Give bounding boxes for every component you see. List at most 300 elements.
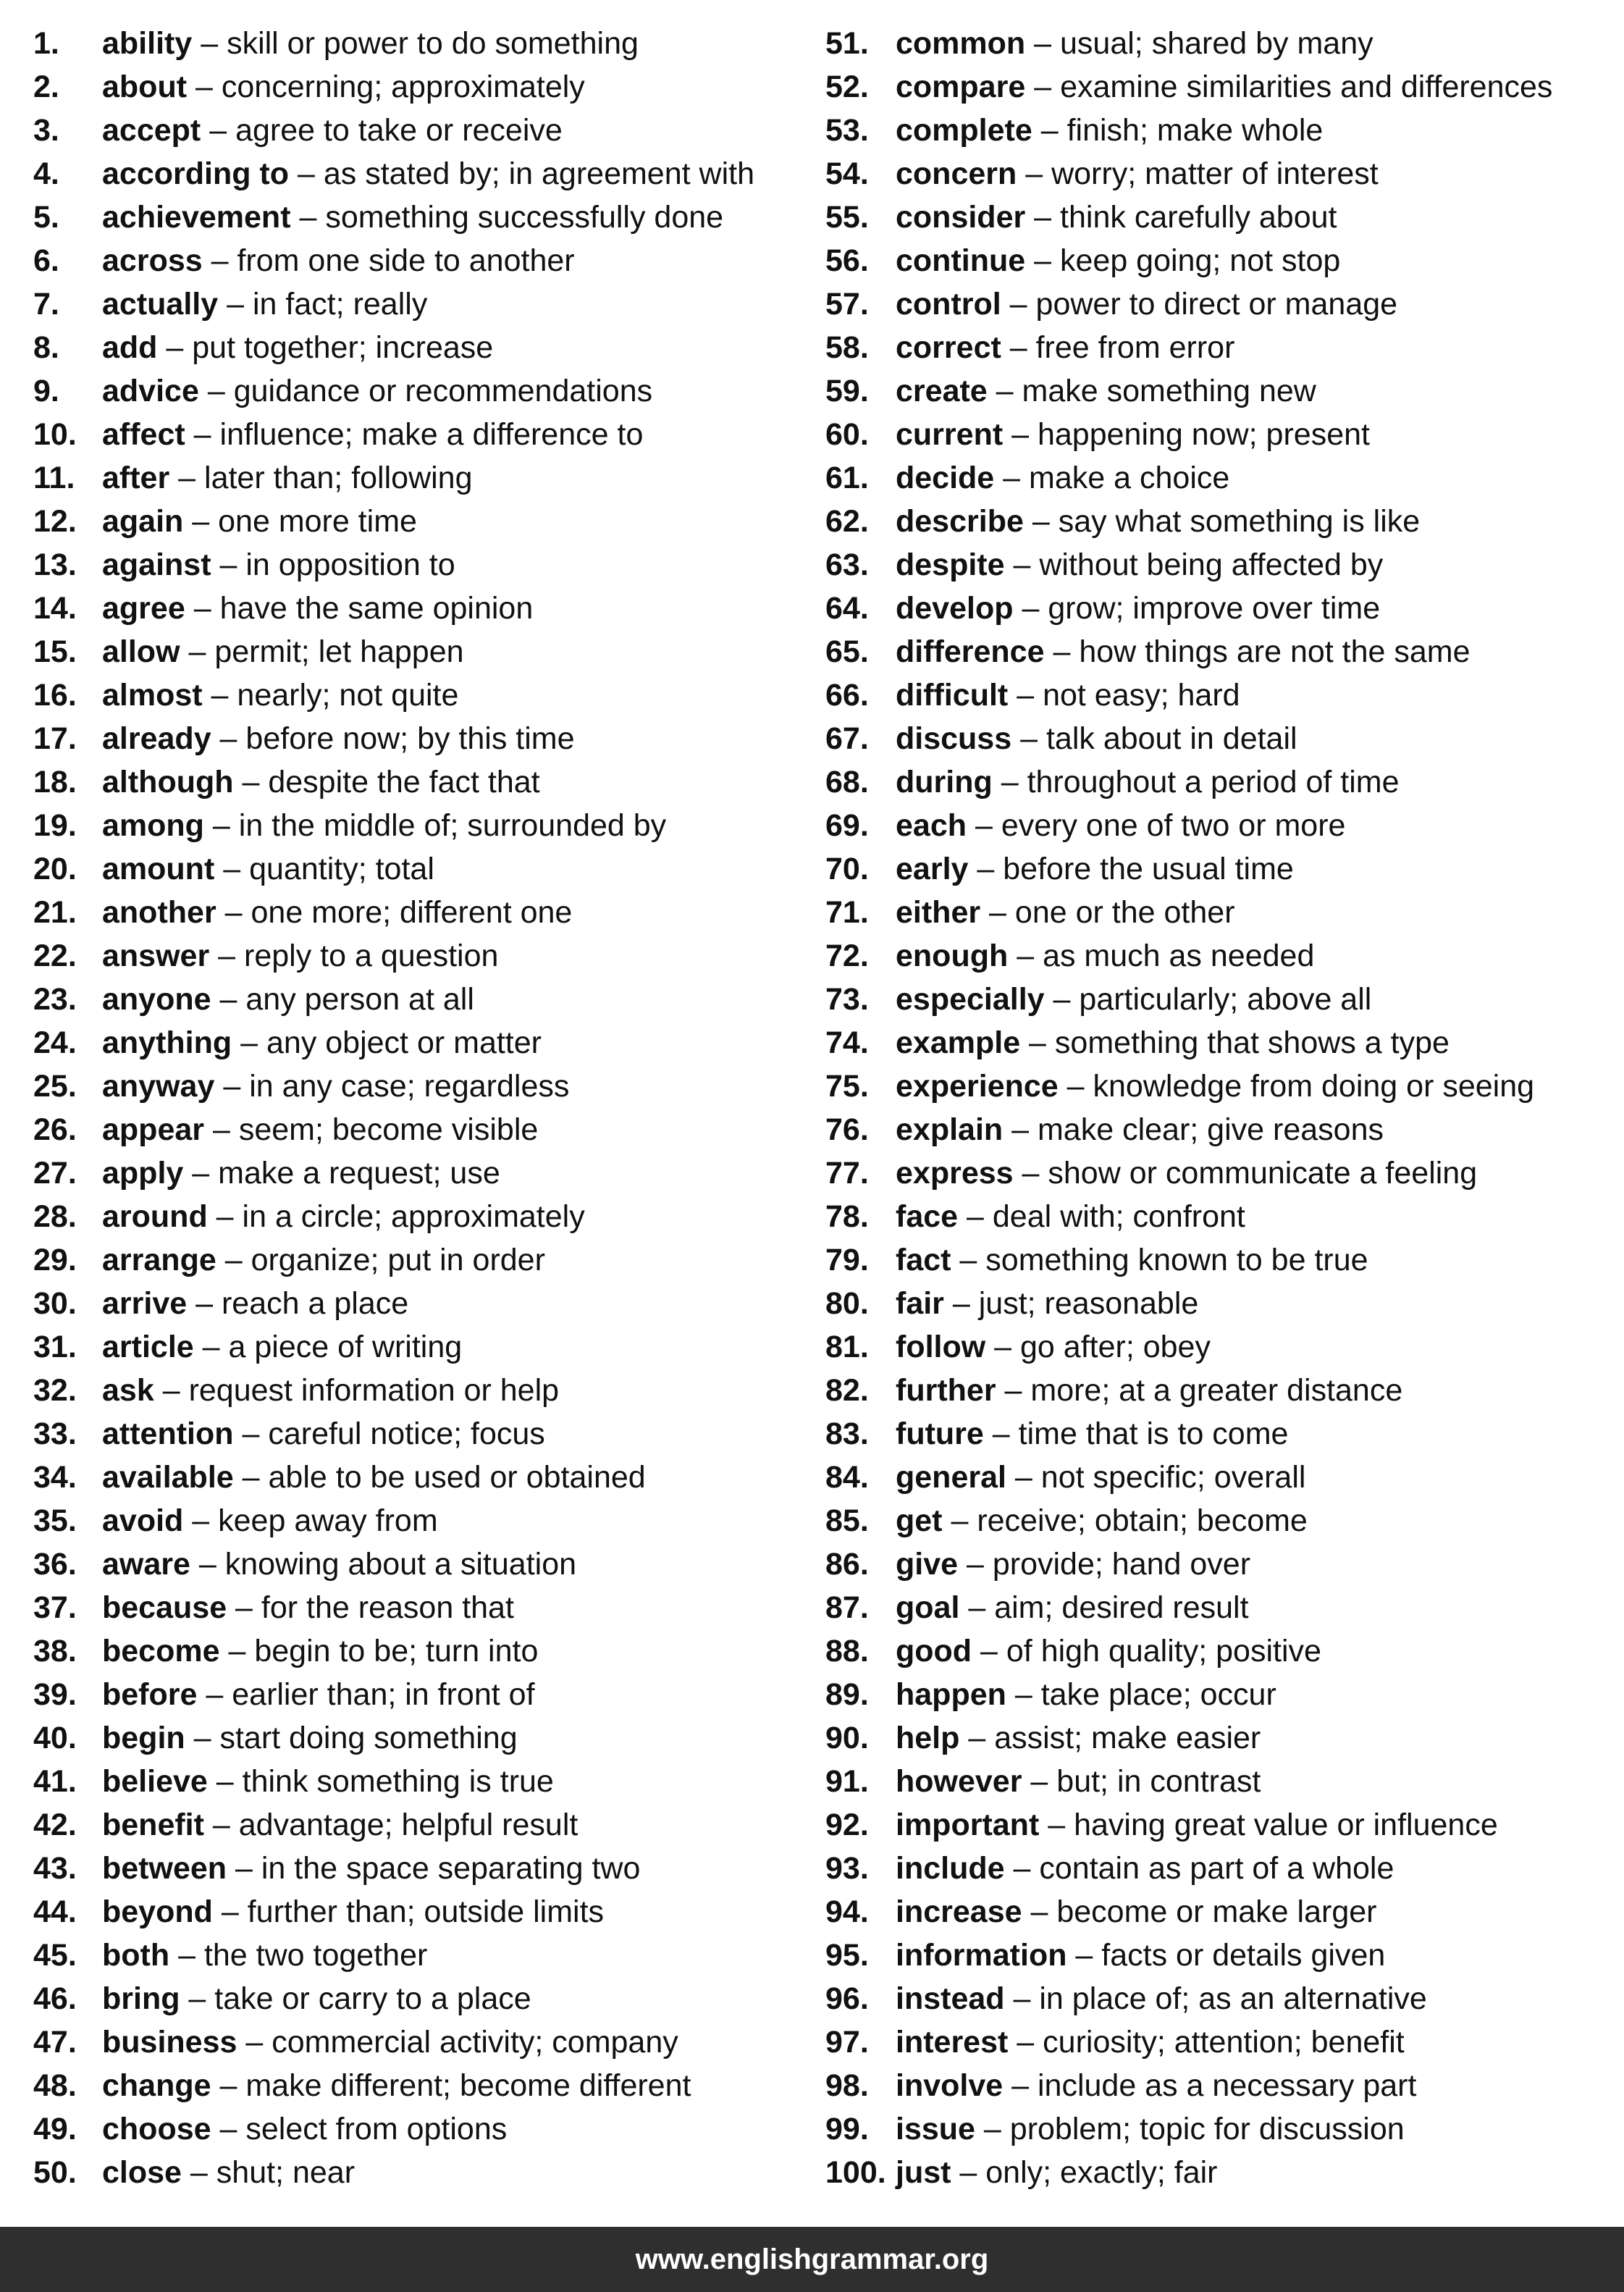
entry-number: 89. bbox=[825, 1677, 869, 1712]
entry-separator: – bbox=[203, 808, 239, 843]
entry-definition: a piece of writing bbox=[228, 1330, 463, 1364]
entry-text bbox=[896, 2151, 1218, 2194]
entry-definition: for the reason that bbox=[261, 1590, 514, 1625]
entry-number: 56. bbox=[825, 243, 869, 278]
entry-number: 3. bbox=[33, 113, 59, 148]
entry-text bbox=[102, 760, 540, 804]
entry-definition: make a choice bbox=[1029, 461, 1230, 495]
entry-definition: organize; put in order bbox=[251, 1243, 545, 1277]
entry-number: 96. bbox=[825, 1981, 869, 2016]
word-entry bbox=[33, 804, 808, 847]
entry-word: arrange bbox=[102, 1243, 216, 1277]
entry-text bbox=[896, 934, 1314, 978]
entry-word: early bbox=[896, 852, 969, 886]
entry-word: another bbox=[102, 895, 216, 930]
entry-text bbox=[896, 1586, 1249, 1629]
entry-word: avoid bbox=[102, 1503, 184, 1538]
entry-definition: something successfully done bbox=[325, 200, 724, 235]
entry-text bbox=[102, 1890, 604, 1934]
word-entry bbox=[33, 1021, 808, 1065]
word-entry bbox=[825, 673, 1615, 717]
entry-separator: – bbox=[1039, 1808, 1074, 1842]
entry-text bbox=[896, 1542, 1250, 1586]
entry-definition: finish; make whole bbox=[1066, 113, 1324, 148]
word-entry bbox=[825, 65, 1615, 109]
entry-text bbox=[896, 891, 1235, 934]
word-entry bbox=[33, 109, 808, 152]
entry-word: future bbox=[896, 1416, 984, 1451]
entry-word: business bbox=[102, 2025, 237, 2060]
entry-text bbox=[896, 1325, 1211, 1369]
entry-number: 69. bbox=[825, 808, 869, 843]
entry-definition: before the usual time bbox=[1003, 852, 1294, 886]
word-entry bbox=[825, 22, 1615, 65]
entry-text bbox=[896, 1195, 1245, 1238]
entry-word: complete bbox=[896, 113, 1032, 148]
entry-number: 5. bbox=[33, 200, 59, 235]
entry-word: include bbox=[896, 1851, 1005, 1886]
entry-separator: – bbox=[1004, 1981, 1040, 2016]
entry-word: either bbox=[896, 895, 981, 930]
entry-definition: of high quality; positive bbox=[1006, 1634, 1321, 1668]
entry-separator: – bbox=[227, 1851, 261, 1886]
entry-number: 66. bbox=[825, 678, 869, 713]
word-entry bbox=[825, 109, 1615, 152]
entry-word: because bbox=[102, 1590, 227, 1625]
entry-definition: only; exactly; fair bbox=[985, 2155, 1218, 2190]
entry-separator: – bbox=[157, 330, 193, 365]
entry-separator: – bbox=[202, 243, 237, 278]
entry-definition: free from error bbox=[1035, 330, 1235, 365]
entry-separator: – bbox=[943, 1286, 979, 1321]
entry-separator: – bbox=[1008, 939, 1043, 973]
entry-text bbox=[896, 65, 1552, 109]
entry-separator: – bbox=[1011, 721, 1046, 756]
entry-word: before bbox=[102, 1677, 198, 1712]
word-entry bbox=[825, 543, 1615, 587]
entry-text bbox=[102, 847, 434, 891]
entry-word: according to bbox=[102, 156, 290, 191]
word-entry bbox=[825, 1934, 1615, 1977]
entry-word: interest bbox=[896, 2025, 1009, 2060]
entry-separator: – bbox=[169, 461, 205, 495]
entry-number: 60. bbox=[825, 417, 869, 452]
entry-separator: – bbox=[968, 852, 1004, 886]
word-list-left-column bbox=[33, 22, 808, 2194]
entry-separator: – bbox=[1004, 1851, 1040, 1886]
entry-number: 57. bbox=[825, 287, 869, 322]
entry-word: despite bbox=[896, 547, 1005, 582]
entry-text bbox=[896, 717, 1297, 760]
entry-separator: – bbox=[1044, 634, 1080, 669]
entry-separator: – bbox=[169, 1938, 204, 1973]
entry-definition: careful notice; focus bbox=[268, 1416, 545, 1451]
entry-text bbox=[102, 2064, 691, 2107]
entry-number: 68. bbox=[825, 765, 869, 799]
entry-word: current bbox=[896, 417, 1004, 452]
entry-separator: – bbox=[209, 939, 245, 973]
word-entry bbox=[33, 1629, 808, 1673]
word-entry bbox=[33, 500, 808, 543]
entry-number: 45. bbox=[33, 1938, 77, 1973]
entry-definition: concerning; approximately bbox=[221, 70, 585, 104]
entry-separator: – bbox=[1013, 591, 1048, 626]
entry-text bbox=[896, 1151, 1477, 1195]
entry-number: 42. bbox=[33, 1808, 77, 1842]
entry-definition: agree to take or receive bbox=[235, 113, 563, 148]
entry-word: increase bbox=[896, 1894, 1022, 1929]
entry-definition: how things are not the same bbox=[1079, 634, 1471, 669]
entry-separator: – bbox=[1020, 1025, 1055, 1060]
entry-definition: go after; obey bbox=[1020, 1330, 1211, 1364]
entry-separator: – bbox=[233, 1416, 269, 1451]
entry-text bbox=[896, 1847, 1394, 1890]
entry-separator: – bbox=[204, 1112, 239, 1147]
word-entry bbox=[33, 1456, 808, 1499]
entry-text bbox=[896, 630, 1471, 673]
entry-number: 12. bbox=[33, 504, 77, 539]
entry-separator: – bbox=[1003, 417, 1038, 452]
word-entry bbox=[33, 1542, 808, 1586]
entry-definition: skill or power to do something bbox=[227, 26, 639, 61]
word-entry bbox=[33, 1673, 808, 1716]
entry-separator: – bbox=[289, 156, 324, 191]
entry-number: 79. bbox=[825, 1243, 869, 1277]
word-entry bbox=[33, 65, 808, 109]
entry-definition: nearly; not quite bbox=[237, 678, 459, 713]
entry-definition: problem; topic for discussion bbox=[1009, 2112, 1405, 2146]
entry-number: 37. bbox=[33, 1590, 77, 1625]
entry-text bbox=[896, 500, 1420, 543]
entry-number: 83. bbox=[825, 1416, 869, 1451]
entry-word: consider bbox=[896, 200, 1026, 235]
entry-definition: show or communicate a feeling bbox=[1048, 1156, 1478, 1191]
entry-definition: not easy; hard bbox=[1043, 678, 1240, 713]
entry-word: choose bbox=[102, 2112, 211, 2146]
entry-separator: – bbox=[227, 1590, 261, 1625]
entry-separator: – bbox=[975, 2112, 1010, 2146]
word-entry bbox=[33, 369, 808, 413]
entry-word: around bbox=[102, 1199, 208, 1234]
entry-word: actually bbox=[102, 287, 219, 322]
word-entry bbox=[825, 717, 1615, 760]
entry-text bbox=[896, 1369, 1402, 1412]
word-entry bbox=[33, 1890, 808, 1934]
entry-number: 73. bbox=[825, 982, 869, 1017]
entry-text bbox=[896, 1456, 1305, 1499]
word-entry bbox=[33, 2064, 808, 2107]
entry-definition: throughout a period of time bbox=[1027, 765, 1400, 799]
word-entry bbox=[825, 1456, 1615, 1499]
word-entry bbox=[33, 1325, 808, 1369]
entry-number: 52. bbox=[825, 70, 869, 104]
word-entry bbox=[825, 847, 1615, 891]
entry-text bbox=[896, 1629, 1321, 1673]
entry-text bbox=[896, 22, 1373, 65]
entry-text bbox=[896, 239, 1340, 282]
entry-definition: grow; improve over time bbox=[1048, 591, 1381, 626]
word-entry bbox=[825, 1412, 1615, 1456]
entry-separator: – bbox=[197, 1677, 232, 1712]
entry-text bbox=[896, 804, 1345, 847]
entry-text bbox=[102, 630, 464, 673]
entry-number: 26. bbox=[33, 1112, 77, 1147]
entry-text bbox=[896, 282, 1397, 326]
entry-separator: – bbox=[202, 678, 237, 713]
entry-text bbox=[896, 456, 1229, 500]
entry-word: almost bbox=[102, 678, 203, 713]
entry-separator: – bbox=[942, 1503, 977, 1538]
word-entry bbox=[33, 1586, 808, 1629]
entry-text bbox=[102, 2151, 355, 2194]
entry-word: among bbox=[102, 808, 204, 843]
entry-word: arrive bbox=[102, 1286, 188, 1321]
entry-text bbox=[102, 1325, 462, 1369]
entry-number: 71. bbox=[825, 895, 869, 930]
entry-number: 58. bbox=[825, 330, 869, 365]
word-entry bbox=[33, 1369, 808, 1412]
entry-text bbox=[102, 1369, 559, 1412]
entry-number: 43. bbox=[33, 1851, 77, 1886]
entry-number: 87. bbox=[825, 1590, 869, 1625]
entry-separator: – bbox=[290, 200, 326, 235]
entry-definition: in any case; regardless bbox=[249, 1069, 570, 1104]
entry-number: 61. bbox=[825, 461, 869, 495]
entry-number: 50. bbox=[33, 2155, 77, 2190]
word-entry bbox=[33, 587, 808, 630]
entry-word: example bbox=[896, 1025, 1021, 1060]
entry-word: although bbox=[102, 765, 234, 799]
word-entry bbox=[33, 847, 808, 891]
entry-number: 19. bbox=[33, 808, 77, 843]
entry-definition: just; reasonable bbox=[978, 1286, 1199, 1321]
entry-word: achievement bbox=[102, 200, 291, 235]
entry-definition: having great value or influence bbox=[1074, 1808, 1498, 1842]
entry-word: information bbox=[896, 1938, 1067, 1973]
entry-definition: contain as part of a whole bbox=[1039, 1851, 1394, 1886]
entry-word: advice bbox=[102, 374, 199, 408]
entry-word: express bbox=[896, 1156, 1014, 1191]
entry-text bbox=[896, 2064, 1416, 2107]
entry-word: after bbox=[102, 461, 170, 495]
entry-definition: keep away from bbox=[218, 1503, 438, 1538]
entry-word: discuss bbox=[896, 721, 1012, 756]
entry-word: apply bbox=[102, 1156, 184, 1191]
entry-number: 18. bbox=[33, 765, 77, 799]
entry-definition: from one side to another bbox=[237, 243, 575, 278]
entry-text bbox=[102, 717, 575, 760]
entry-text bbox=[102, 1934, 427, 1977]
entry-separator: – bbox=[203, 1808, 239, 1842]
entry-definition: one more; different one bbox=[251, 895, 573, 930]
entry-separator: – bbox=[214, 852, 250, 886]
entry-definition: put together; increase bbox=[192, 330, 494, 365]
entry-text bbox=[102, 239, 575, 282]
entry-text bbox=[102, 109, 563, 152]
entry-text bbox=[896, 152, 1379, 196]
entry-separator: – bbox=[1025, 26, 1060, 61]
word-entry bbox=[825, 1195, 1615, 1238]
entry-word: experience bbox=[896, 1069, 1059, 1104]
entry-text bbox=[896, 1065, 1534, 1108]
entry-number: 59. bbox=[825, 374, 869, 408]
entry-separator: – bbox=[1066, 1938, 1102, 1973]
entry-number: 30. bbox=[33, 1286, 77, 1321]
entry-separator: – bbox=[183, 1156, 219, 1191]
entry-definition: any object or matter bbox=[266, 1025, 542, 1060]
entry-separator: – bbox=[1022, 1764, 1057, 1799]
entry-definition: say what something is like bbox=[1058, 504, 1421, 539]
entry-text bbox=[896, 1673, 1276, 1716]
entry-word: aware bbox=[102, 1547, 190, 1582]
entry-separator: – bbox=[201, 113, 236, 148]
entry-definition: talk about in detail bbox=[1045, 721, 1297, 756]
word-entry bbox=[33, 1977, 808, 2020]
word-entry bbox=[33, 456, 808, 500]
entry-text bbox=[102, 326, 493, 369]
entry-word: anyway bbox=[102, 1069, 215, 1104]
entry-number: 40. bbox=[33, 1721, 77, 1755]
word-entry bbox=[33, 1108, 808, 1151]
footer-bar bbox=[0, 2227, 1624, 2292]
word-entry bbox=[825, 1586, 1615, 1629]
word-entry bbox=[33, 1151, 808, 1195]
entry-text bbox=[896, 1977, 1427, 2020]
entry-definition: in opposition to bbox=[245, 547, 455, 582]
entry-text bbox=[102, 2107, 507, 2151]
entry-separator: – bbox=[183, 504, 219, 539]
entry-word: against bbox=[102, 547, 211, 582]
word-entry bbox=[825, 500, 1615, 543]
word-entry bbox=[33, 1934, 808, 1977]
entry-number: 17. bbox=[33, 721, 77, 756]
entry-definition: select from options bbox=[245, 2112, 508, 2146]
entry-definition: start doing something bbox=[219, 1721, 518, 1755]
entry-definition: in fact; really bbox=[252, 287, 428, 322]
entry-number: 34. bbox=[33, 1460, 77, 1495]
entry-text bbox=[102, 804, 666, 847]
entry-definition: knowledge from doing or seeing bbox=[1093, 1069, 1535, 1104]
entry-number: 80. bbox=[825, 1286, 869, 1321]
entry-number: 6. bbox=[33, 243, 59, 278]
entry-number: 91. bbox=[825, 1764, 869, 1799]
entry-word: explain bbox=[896, 1112, 1004, 1147]
entry-separator: – bbox=[233, 765, 269, 799]
entry-number: 48. bbox=[33, 2068, 77, 2103]
entry-text bbox=[102, 1021, 542, 1065]
entry-definition: quantity; total bbox=[249, 852, 434, 886]
entry-word: involve bbox=[896, 2068, 1004, 2103]
word-entry bbox=[33, 1238, 808, 1282]
word-entry bbox=[33, 2107, 808, 2151]
word-entry bbox=[33, 282, 808, 326]
word-entry bbox=[825, 1847, 1615, 1890]
entry-separator: – bbox=[951, 1243, 986, 1277]
entry-definition: make something new bbox=[1022, 374, 1316, 408]
entry-number: 9. bbox=[33, 374, 59, 408]
entry-word: appear bbox=[102, 1112, 205, 1147]
entry-text bbox=[102, 2020, 678, 2064]
word-entry bbox=[825, 369, 1615, 413]
word-entry bbox=[825, 1065, 1615, 1108]
entry-number: 32. bbox=[33, 1373, 77, 1408]
entry-number: 65. bbox=[825, 634, 869, 669]
entry-number: 41. bbox=[33, 1764, 77, 1799]
entry-text bbox=[102, 1499, 438, 1542]
entry-number: 24. bbox=[33, 1025, 77, 1060]
entry-definition: but; in contrast bbox=[1056, 1764, 1261, 1799]
entry-word: affect bbox=[102, 417, 185, 452]
word-entry bbox=[825, 1760, 1615, 1803]
entry-definition: something known to be true bbox=[985, 1243, 1368, 1277]
entry-separator: – bbox=[1008, 2025, 1043, 2060]
word-entry bbox=[825, 1021, 1615, 1065]
entry-word: important bbox=[896, 1808, 1040, 1842]
entry-definition: provide; hand over bbox=[992, 1547, 1251, 1582]
entry-definition: as much as needed bbox=[1043, 939, 1315, 973]
entry-separator: – bbox=[1008, 678, 1043, 713]
entry-text bbox=[102, 456, 473, 500]
entry-text bbox=[896, 109, 1323, 152]
entry-number: 99. bbox=[825, 2112, 869, 2146]
entry-word: follow bbox=[896, 1330, 986, 1364]
entry-separator: – bbox=[218, 287, 253, 322]
entry-definition: earlier than; in front of bbox=[232, 1677, 535, 1712]
entry-definition: curiosity; attention; benefit bbox=[1043, 2025, 1405, 2060]
entry-word: anyone bbox=[102, 982, 211, 1017]
entry-number: 47. bbox=[33, 2025, 77, 2060]
entry-word: allow bbox=[102, 634, 180, 669]
word-entry bbox=[33, 1803, 808, 1847]
entry-separator: – bbox=[1006, 1460, 1041, 1495]
entry-definition: later than; following bbox=[204, 461, 473, 495]
entry-number: 88. bbox=[825, 1634, 869, 1668]
entry-text bbox=[102, 1238, 545, 1282]
entry-separator: – bbox=[232, 1025, 266, 1060]
entry-number: 75. bbox=[825, 1069, 869, 1104]
entry-word: especially bbox=[896, 982, 1045, 1017]
entry-word: across bbox=[102, 243, 203, 278]
entry-text bbox=[102, 152, 754, 196]
entry-text bbox=[102, 22, 639, 65]
entry-definition: in the middle of; surrounded by bbox=[238, 808, 667, 843]
entry-word: common bbox=[896, 26, 1026, 61]
word-entry bbox=[825, 1716, 1615, 1760]
entry-number: 51. bbox=[825, 26, 869, 61]
entry-definition: able to be used or obtained bbox=[268, 1460, 646, 1495]
entry-word: goal bbox=[896, 1590, 960, 1625]
entry-definition: worry; matter of interest bbox=[1051, 156, 1379, 191]
entry-word: difficult bbox=[896, 678, 1009, 713]
entry-text bbox=[102, 1716, 518, 1760]
entry-number: 49. bbox=[33, 2112, 77, 2146]
entry-separator: – bbox=[1013, 1156, 1048, 1191]
word-entry bbox=[33, 326, 808, 369]
entry-word: available bbox=[102, 1460, 234, 1495]
word-entry bbox=[33, 630, 808, 673]
entry-text bbox=[896, 2020, 1405, 2064]
word-entry bbox=[33, 934, 808, 978]
entry-definition: one more time bbox=[218, 504, 417, 539]
word-entry bbox=[825, 326, 1615, 369]
entry-definition: request information or help bbox=[188, 1373, 560, 1408]
entry-text bbox=[102, 1673, 535, 1716]
entry-separator: – bbox=[212, 1894, 248, 1929]
entry-separator: – bbox=[219, 1634, 255, 1668]
entry-number: 92. bbox=[825, 1808, 869, 1842]
word-entry bbox=[33, 239, 808, 282]
entry-word: instead bbox=[896, 1981, 1005, 2016]
